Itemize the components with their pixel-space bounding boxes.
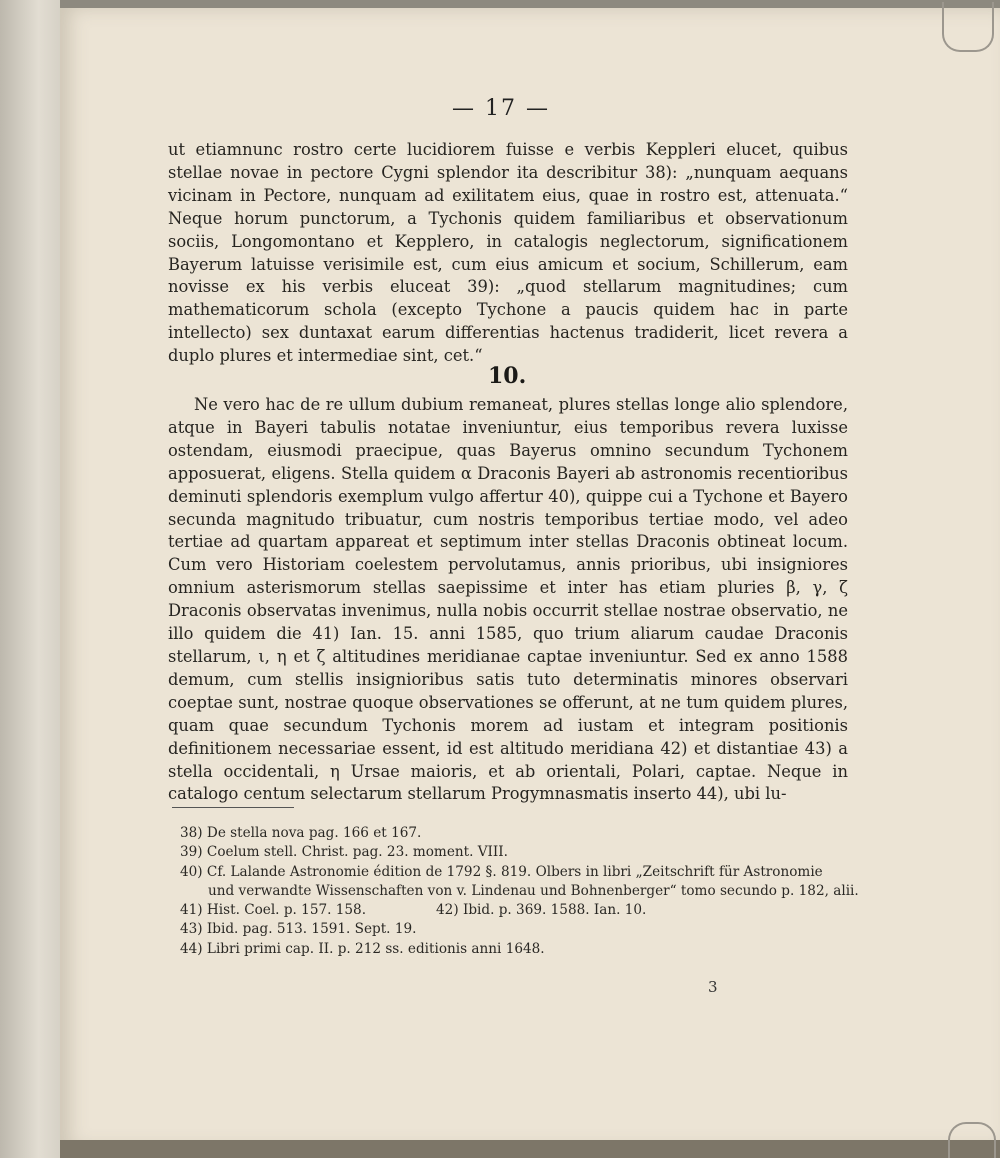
- footnote: 39) Coelum stell. Christ. pag. 23. moment. VIII.: [180, 844, 508, 861]
- footnote: 44) Libri primi cap. II. p. 212 ss. editionis anni 1648.: [180, 940, 545, 957]
- page-bottom-edge: [60, 1140, 1000, 1158]
- paragraph-top: [168, 139, 848, 368]
- footnote-continuation: und verwandte Wissenschaften von v. Lindenau und Bohnenberger“ tomo secundo p. 182, alii.: [208, 882, 859, 899]
- footnote: 41) Hist. Coel. p. 157. 158.: [180, 902, 367, 919]
- paragraph-main: [168, 394, 848, 806]
- clip-icon: [942, 2, 994, 52]
- footnote-rule: [172, 807, 294, 808]
- section-heading: 10.: [488, 363, 527, 389]
- footnote: 43) Ibid. pag. 513. 1591. Sept. 19.: [180, 921, 417, 938]
- facing-page-edge: [0, 0, 64, 1158]
- paragraph-top-text: ut etiamnunc rostro certe lucidiorem fuisse e verbis Keppleri elucet, quibus stellae novae in pectore Cygni splendor ita describitur 38): „nunquam aequans vicinam in Pectore, nunquam ad exilitatem eius, quae in rostro est, attenuata.“ Neque horum punctorum, a Tychonis quidem familiaribus et observationum sociis, Longomontano et Kepplero, in catalogis neglectorum, significationem Bayerum latuisse verisimile est, cum eius amicum et socium, Schillerum, eam novisse ex his verbis eluceat 39): „quod stellarum magnitudines; cum mathematicorum schola (excepto Tychone a paucis quidem hac in parte intellecto) sex duntaxat earum differentias hactenus tradiderit, licet revera a duplo plures et intermediae sint, cet.“: [168, 140, 848, 366]
- footnote-row: [180, 901, 852, 920]
- footnote: 38) De stella nova pag. 166 et 167.: [180, 825, 422, 841]
- footnote: 40) Cf. Lalande Astronomie édition de 1792 §. 819. Olbers in libri „Zeitschrift für Astronomie: [180, 863, 823, 880]
- clip-icon: [948, 1122, 996, 1158]
- footnotes: [180, 824, 859, 959]
- signature-mark: 3: [708, 978, 718, 996]
- paragraph-main-text: Ne vero hac de re ullum dubium remaneat, plures stellas longe alio splendore, atque in Bayeri tabulis notatae inveniuntur, eius temporibus revera luxisse ostendam, eiusmodi praecipue, quas Bayerus omnino secundum Tychonem apposuerat, eligens. Stella quidem α Draconis Bayeri ab astronomis recentioribus deminuti splendoris exemplum vulgo affertur 40), quippe cui a Tychone et Bayero secunda magnitudo tribuatur, cum nostris temporibus tertiae modo, vel adeo tertiae ad quartam appareat et septimum inter stellas Draconis obtineat locum. Cum vero Historiam coelestem pervolutamus, annis prioribus, ubi insigniores omnium asterismorum stellas saepissime et inter has etiam pluries β, γ, ζ Draconis observatas invenimus, nulla nobis occurrit stellae nostrae observatio, ne illo quidem die 41) Ian. 15. anni 1585, quo trium aliarum caudae Draconis stellarum, ι, η et ζ altitudines meridianae captae inveniuntur. Sed ex anno 1588 demum, cum stellis insignioribus satis tuto determinatis minores observari coeptae sunt, nostrae quoque observationes se offerunt, at ne tum quidem plures, quam quae secundum Tychonis morem ad iustam et integram positionis definitionem necessariae essent, id est altitudo meridiana 42) et distantiae 43) a stella occidentali, η Ursae maioris, et ab orientali, Polari, captae. Neque in catalogo centum selectarum stellarum Progymnasmatis inserto 44), ubi lu-: [168, 395, 848, 804]
- page-number: — 17 —: [452, 96, 550, 121]
- footnote: 42) Ibid. p. 369. 1588. Ian. 10.: [436, 902, 647, 919]
